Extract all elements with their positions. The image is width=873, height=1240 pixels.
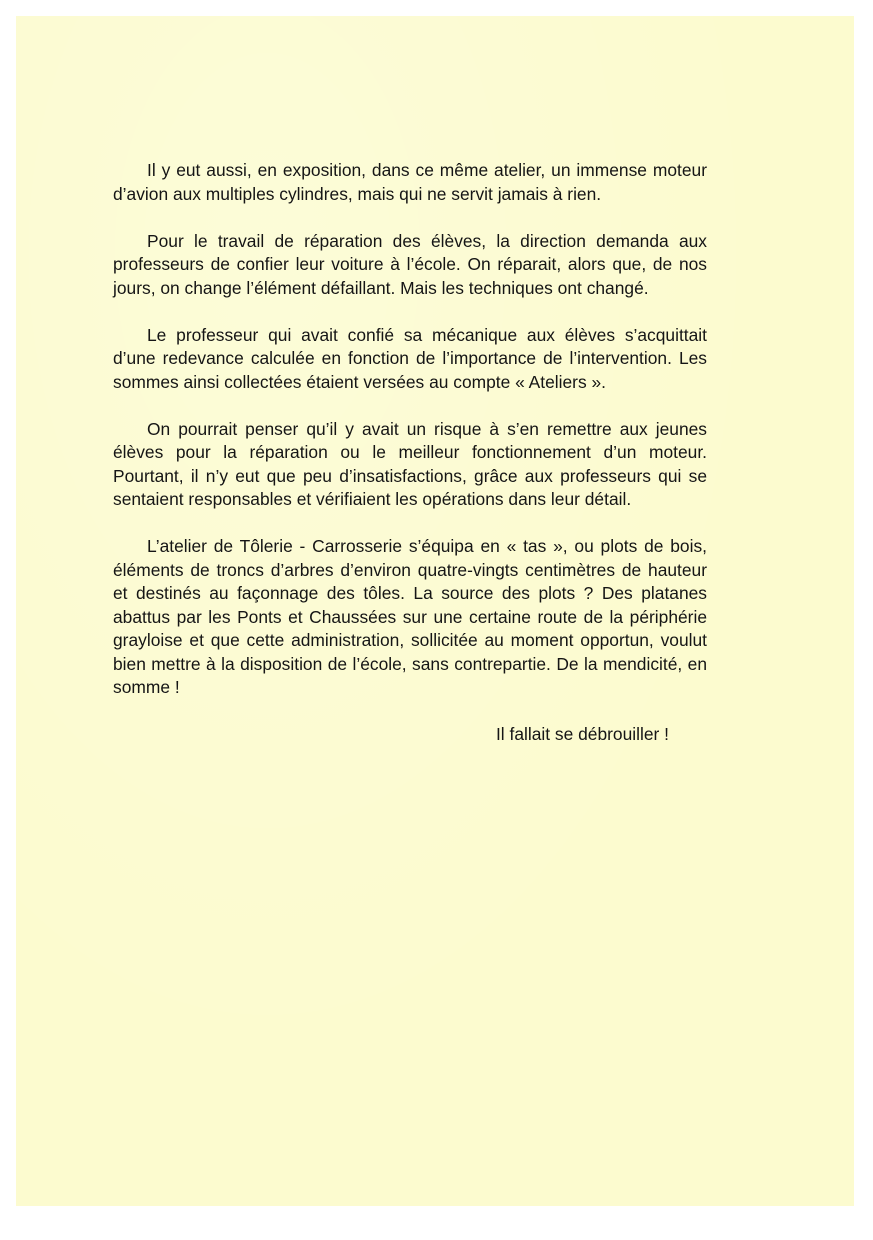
paragraph-repair-work: Pour le travail de réparation des élèves, la direction demanda aux professeurs de confier leur voiture à l’école. On réparait, alors que, de nos jours, on change l’élément défaillant. Mais les techniques ont changé. xyxy=(113,230,707,298)
paragraph-bodywork-workshop: L’atelier de Tôlerie - Carrosserie s’équipa en « tas », ou plots de bois, éléments de troncs d’arbres d’environ quatre-vingts centimètres de hauteur et destinés au façonnage des tôles. La source des plots ? Des platanes abattus par les Ponts et Chaussées sur une certaine route de la périphérie grayloise et que cette administration, sollicitée au moment opportun, voulut bien mettre à la disposition de l’école, sans contrepartie. De la mendicité, en somme ! xyxy=(113,536,707,697)
closing-line: Il fallait se débrouiller ! xyxy=(495,724,669,744)
paragraph-fee: Le professeur qui avait confié sa mécanique aux élèves s’acquittait d’une redevance calculée en fonction de l’importance de l’intervention. Les sommes ainsi collectées étaient versées au compte « Ateliers ». xyxy=(113,324,707,392)
paragraph-aircraft-engine: Il y eut aussi, en exposition, dans ce même atelier, un immense moteur d’avion aux multiples cylindres, mais qui ne servit jamais à rien. xyxy=(113,160,707,204)
scan-border xyxy=(0,0,873,16)
paragraph-risk: On pourrait penser qu’il y avait un risque à s’en remettre aux jeunes élèves pour la réparation ou le meilleur fonctionnement d’un moteur. Pourtant, il n’y eut que peu d’insatisfactions, grâce aux professeurs qui se sentaient responsables et vérifiaient les opérations dans leur détail. xyxy=(113,418,707,509)
document-body xyxy=(113,159,707,747)
